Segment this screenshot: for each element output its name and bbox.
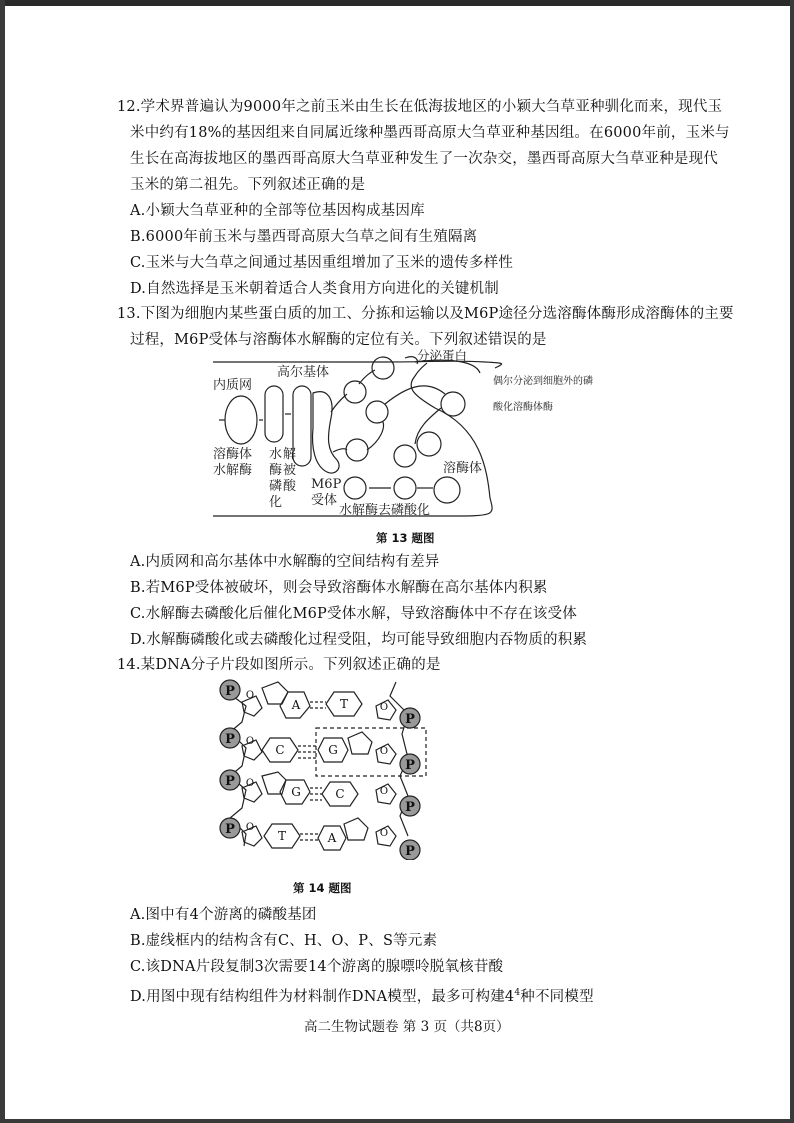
oxygen-label: O: [379, 828, 389, 839]
phos-char-3: 酶: [269, 463, 283, 478]
q14-option-d-text: D.用图中现有结构组件为材料制作DNA模型，最多可构建4: [130, 988, 515, 1005]
q12-stem-line-2: 米中约有18%的基因组来自同属近缘种墨西哥高原大刍草亚种基因组。在6000年前，玉米与: [130, 125, 730, 141]
phosphate-label: P: [225, 774, 235, 789]
page-footer: 高二生物试题卷 第 3 页（共8页）: [304, 1019, 510, 1035]
transport-vesicle-2: [366, 401, 388, 423]
q14-option-c: C.该DNA片段复制3次需要14个游离的腺嘌呤脱氧核苷酸: [130, 959, 504, 975]
dna-fragment-figure: [212, 676, 444, 860]
lysosome-label: 溶酶体: [443, 461, 483, 476]
base-left-1: A: [291, 698, 301, 712]
figure-13-caption: 第 13 题图: [376, 531, 435, 545]
q14-stem: 14.某DNA分子片段如图所示。下列叙述正确的是: [117, 657, 441, 673]
q13-stem-line-1: 13.下图为细胞内某些蛋白质的加工、分拣和运输以及M6P途径分选溶酶体酶形成溶酶体的主要: [117, 306, 734, 322]
phosphate-label: P: [225, 732, 235, 747]
note-line-2: 酸化溶酶体酶: [493, 402, 553, 413]
transport-vesicle-4: [394, 445, 416, 467]
q14-option-a: A.图中有4个游离的磷酸基团: [130, 907, 317, 923]
q13-option-c: C.水解酶去磷酸化后催化M6P受体水解，导致溶酶体中不存在该受体: [130, 606, 577, 622]
purine-ring-left-3: [262, 772, 286, 794]
q13-option-a: A.内质网和高尔基体中水解酶的空间结构有差异: [130, 554, 440, 570]
phos-char-4: 被: [283, 463, 297, 478]
secretory-protein-label: 分泌蛋白: [417, 348, 468, 363]
phos-char-5: 磷: [269, 479, 283, 494]
q12-option-b: B.6000年前玉米与墨西哥高原大刍草之间有生殖隔离: [130, 229, 478, 245]
lysosome-pathway-figure: [205, 348, 605, 520]
q12-option-c: C.玉米与大刍草之间通过基因重组增加了玉米的遗传多样性: [130, 255, 514, 271]
purine-ring-left-1: [262, 682, 288, 704]
q13-option-d: D.水解酶磷酸化或去磷酸化过程受阻，均可能导致细胞内吞物质的积累: [130, 632, 588, 648]
q14-option-d-exponent: 4: [514, 988, 521, 998]
hbond-4: [300, 834, 318, 840]
base-right-4: A: [327, 831, 337, 845]
scan-border-bottom: [0, 1119, 794, 1123]
note-line-1: 偶尔分泌到细胞外的磷: [493, 376, 593, 387]
oxygen-label: O: [245, 822, 255, 833]
enzyme-label-1: 溶酶体: [213, 447, 253, 462]
q14-option-d-tail: 种不同模型: [520, 988, 594, 1005]
secretory-vesicle: [372, 357, 394, 379]
phos-char-2: 解: [283, 447, 297, 462]
hbond-1: [310, 702, 326, 708]
enzyme-label-2: 水解酶: [213, 463, 253, 478]
q13-stem-line-2: 过程，M6P受体与溶酶体水解酶的定位有关。下列叙述错误的是: [130, 332, 547, 348]
phos-char-1: 水: [269, 447, 283, 462]
oxygen-label: O: [245, 736, 255, 747]
lysosome-vesicle: [434, 477, 460, 503]
er-label: 内质网: [213, 378, 253, 393]
transport-vesicle-1: [344, 381, 366, 403]
oxygen-label: O: [245, 778, 255, 789]
m6p-label: M6P: [311, 477, 342, 492]
er-compartment: [225, 396, 257, 444]
q12-option-a: A.小颖大刍草亚种的全部等位基因构成基因库: [130, 203, 425, 219]
base-right-2: G: [328, 743, 338, 757]
phosphate-label: P: [225, 822, 235, 837]
membrane-vesicle: [441, 392, 465, 416]
receptor-label: 受体: [311, 493, 338, 508]
phosphate-label: P: [405, 844, 415, 859]
dephosphorylation-label: 水解酶去磷酸化: [339, 503, 431, 518]
golgi-cisterna-3: [313, 392, 340, 473]
phosphate-label: P: [405, 800, 415, 815]
scan-border-right: [790, 0, 794, 1123]
base-left-2: C: [275, 743, 285, 757]
purine-ring-right-4: [344, 818, 368, 840]
golgi-cisterna-1: [265, 386, 283, 442]
phos-char-6: 酸: [283, 479, 297, 494]
scan-border-left: [0, 0, 5, 1123]
transport-vesicle-3: [346, 439, 368, 461]
oxygen-label: O: [379, 702, 389, 713]
base-right-3: C: [335, 787, 345, 801]
q12-stem-line-3: 生长在高海拔地区的墨西哥高原大刍草亚种发生了一次杂交，墨西哥高原大刍草亚种是现代: [130, 151, 718, 167]
phosphate-label: P: [225, 684, 235, 699]
q12-stem-line-1: 12.学术界普遍认为9000年之前玉米由生长在低海拔地区的小颖大刍草亚种驯化而来，现代玉: [117, 99, 723, 115]
q14-option-d: [130, 983, 594, 1007]
golgi-label: 高尔基体: [277, 365, 330, 380]
phos-char-7: 化: [269, 495, 283, 510]
oxygen-label: O: [245, 690, 255, 701]
base-right-1: T: [339, 697, 349, 711]
scan-border-top: [0, 0, 794, 6]
late-endosome-2: [394, 477, 416, 499]
phosphate-label: P: [405, 712, 415, 727]
q13-option-b: B.若M6P受体被破坏，则会导致溶酶体水解酶在高尔基体内积累: [130, 580, 548, 596]
purine-ring-right-2: [348, 732, 372, 754]
base-left-3: G: [291, 785, 301, 799]
base-left-4: T: [277, 829, 287, 843]
oxygen-label: O: [379, 746, 389, 757]
q12-stem-line-4: 玉米的第二祖先。下列叙述正确的是: [130, 177, 366, 193]
endocytic-vesicle: [417, 432, 441, 456]
figure-14-caption: 第 14 题图: [293, 881, 352, 895]
q14-option-b: B.虚线框内的结构含有C、H、O、P、S等元素: [130, 933, 438, 949]
late-endosome-1: [344, 477, 366, 499]
hbond-2: [298, 746, 318, 758]
q12-option-d: D.自然选择是玉米朝着适合人类食用方向进化的关键机制: [130, 281, 499, 297]
hbond-3: [310, 788, 322, 800]
phosphate-label: P: [405, 758, 415, 773]
oxygen-label: O: [379, 786, 389, 797]
